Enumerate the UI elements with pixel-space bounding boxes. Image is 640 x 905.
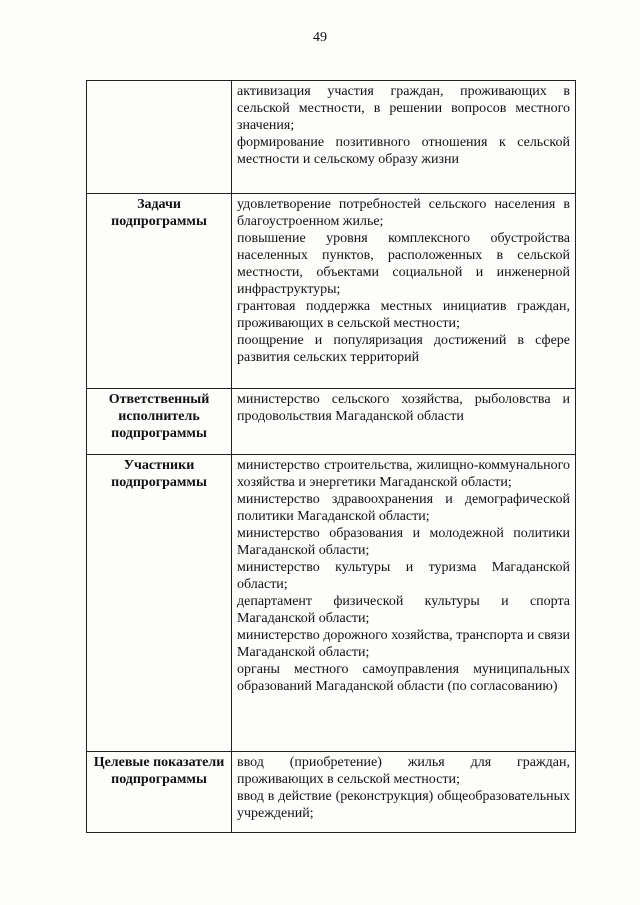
row-content — [232, 194, 576, 389]
content-item: министерство сельского хозяйства, рыболовства и продовольствия Магаданской области — [237, 392, 570, 424]
content-item: повышение уровня комплексного обустройства населенных пунктов, расположенных в сельской местности, объектами социальной и инженерной инфраструктуры; — [237, 231, 570, 297]
row-label: Целевые показатели подпрограммы — [87, 752, 232, 833]
page-number: 49 — [313, 30, 327, 45]
row-content — [232, 81, 576, 194]
content-item: департамент физической культуры и спорта Магаданской области; — [237, 594, 570, 626]
table-row — [87, 194, 576, 389]
row-content — [232, 752, 576, 833]
content-item: министерство образования и молодежной политики Магаданской области; — [237, 526, 570, 558]
content-item: министерство строительства, жилищно-коммунального хозяйства и энергетики Магаданской области; — [237, 458, 570, 490]
table-row — [87, 752, 576, 833]
content-item: ввод (приобретение) жилья для граждан, проживающих в сельской местности; — [237, 755, 570, 787]
content-item: министерство дорожного хозяйства, транспорта и связи Магаданской области; — [237, 628, 570, 660]
subprogram-passport-table — [86, 80, 576, 833]
content-item: министерство здравоохранения и демографической политики Магаданской области; — [237, 492, 570, 524]
content-item: ввод в действие (реконструкция) общеобразовательных учреждений; — [237, 789, 570, 821]
table-row — [87, 389, 576, 455]
content-item: формирование позитивного отношения к сельской местности и сельскому образу жизни — [237, 135, 570, 167]
content-item: поощрение и популяризация достижений в сфере развития сельских территорий — [237, 333, 570, 365]
row-content — [232, 389, 576, 455]
row-label — [87, 81, 232, 194]
row-label: Задачи подпрограммы — [87, 194, 232, 389]
table-row — [87, 81, 576, 194]
content-item: активизация участия граждан, проживающих в сельской местности, в решении вопросов местного значения; — [237, 84, 570, 133]
content-item: министерство культуры и туризма Магаданской области; — [237, 560, 570, 592]
table-row — [87, 455, 576, 752]
content-item: органы местного самоуправления муниципальных образований Магаданской области (по согласованию) — [237, 662, 570, 694]
row-content — [232, 455, 576, 752]
row-label: Ответственный исполнитель подпрограммы — [87, 389, 232, 455]
row-label: Участники подпрограммы — [87, 455, 232, 752]
content-item: грантовая поддержка местных инициатив граждан, проживающих в сельской местности; — [237, 299, 570, 331]
content-item: удовлетворение потребностей сельского населения в благоустроенном жилье; — [237, 197, 570, 229]
